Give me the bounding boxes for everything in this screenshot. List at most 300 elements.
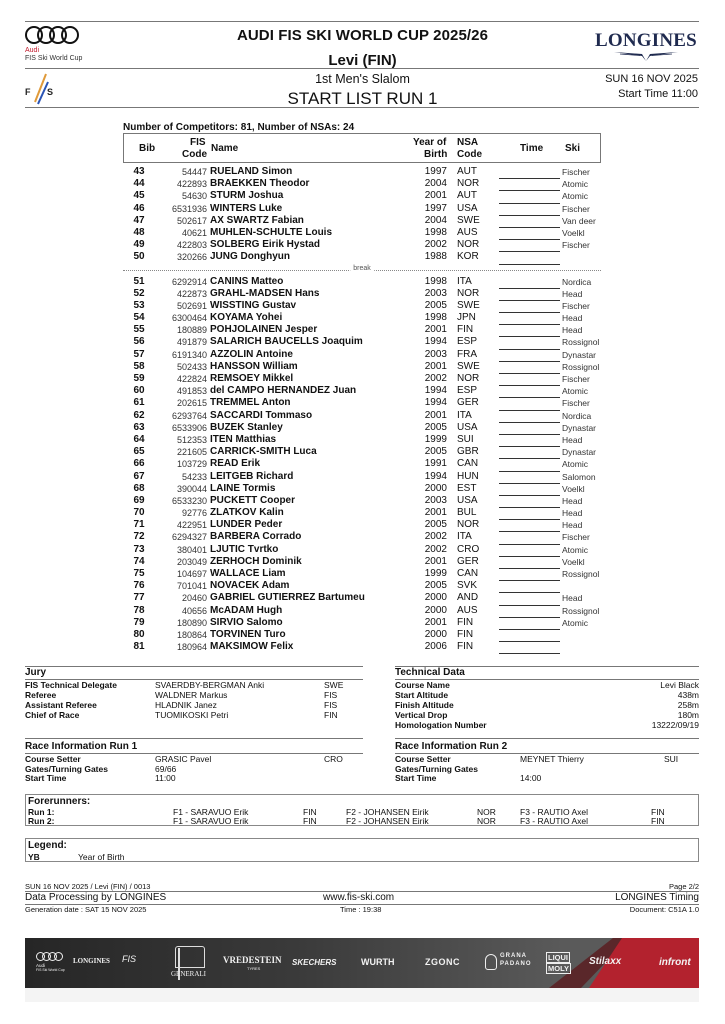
fis-code: 104697 <box>176 569 207 579</box>
technical-row <box>395 710 699 720</box>
year-of-birth: 2002 <box>424 373 447 384</box>
table-row <box>123 166 601 178</box>
nsa-code: NOR <box>457 239 480 251</box>
nsa-code: SWE <box>457 214 480 226</box>
table-row <box>123 605 601 617</box>
competitor-name: CANINS Matteo <box>210 275 284 287</box>
ski-brand: Fischer <box>562 203 590 214</box>
table-row <box>123 385 601 397</box>
competitor-name: TORVINEN Turo <box>210 628 286 640</box>
jury-bottom-rule <box>25 738 363 739</box>
footer-reference: SUN 16 NOV 2025 / Levi (FIN) / 0013 <box>25 882 151 891</box>
audi-subtitle: FIS Ski World Cup <box>25 55 83 62</box>
longines-logo: LONGINES <box>595 30 697 51</box>
table-row <box>123 373 601 385</box>
break-label: break <box>350 264 374 274</box>
table-row <box>123 190 601 202</box>
run2-course-setter: MEYNET Thierry <box>520 754 584 764</box>
nsa-code: SWE <box>457 299 480 311</box>
year-of-birth: 2004 <box>424 178 447 190</box>
table-row <box>123 471 601 483</box>
nsa-code: EST <box>457 482 477 494</box>
time-field <box>499 642 560 654</box>
bib: 71 <box>133 519 145 531</box>
nsa-code: GER <box>457 397 479 409</box>
nsa-code: FIN <box>457 324 474 336</box>
bib: 57 <box>133 348 145 360</box>
ski-brand: Rossignol <box>562 605 600 616</box>
competitor-name: STURM Joshua <box>210 190 284 202</box>
banner-infront: infront <box>659 957 691 968</box>
year-of-birth: 1998 <box>424 312 447 324</box>
fis-code: 6292914 <box>171 276 207 287</box>
year-of-birth: 2005 <box>424 421 447 433</box>
fis-code: 502617 <box>176 215 207 226</box>
forerunner-f1-nsa: FIN <box>303 807 317 817</box>
banner-longines-logo: LONGINES <box>73 957 110 965</box>
jury-row <box>25 710 363 720</box>
competitor-name: WALLACE Liam <box>210 568 286 579</box>
nsa-code: USA <box>457 494 478 506</box>
year-of-birth: 1999 <box>424 568 447 579</box>
competitor-name: ITEN Matthias <box>210 433 277 445</box>
ski-brand: Head <box>562 325 583 336</box>
banner-padano: PADANO <box>500 961 532 967</box>
jury-list <box>25 680 363 720</box>
competitor-name: POHJOLAINEN Jesper <box>210 324 318 336</box>
header-yob-1: Year of <box>413 137 447 148</box>
year-of-birth: 1994 <box>424 385 447 397</box>
bib: 68 <box>133 482 145 494</box>
table-row <box>123 531 601 543</box>
nsa-code: AUS <box>457 226 478 238</box>
banner-grana: GRANA <box>500 953 527 959</box>
run2-course-setter-nsa: SUI <box>664 754 679 764</box>
competitor-name: REMSOEY Mikkel <box>210 373 294 384</box>
ski-brand: Atomic <box>562 179 588 190</box>
fis-code: 502433 <box>176 361 207 372</box>
banner-liqui: LIQUI <box>548 953 568 962</box>
run2-gates-label: Gates/Turning Gates <box>395 764 478 774</box>
nsa-code: CRO <box>457 543 480 555</box>
ski-brand: Nordica <box>562 410 592 421</box>
fis-code: 491879 <box>176 337 207 348</box>
table-row <box>123 178 601 190</box>
table-row <box>123 519 601 531</box>
jury-nsa: SWE <box>324 680 344 690</box>
bib: 60 <box>133 385 145 397</box>
year-of-birth: 2000 <box>424 592 447 604</box>
ski-brand: Voelkl <box>562 483 585 494</box>
fis-code: 54447 <box>181 167 207 177</box>
nsa-code: AND <box>457 592 479 604</box>
nsa-code: AUS <box>457 604 478 616</box>
run2-start: 14:00 <box>520 773 542 783</box>
jury-row <box>25 700 363 710</box>
jury-role: Referee <box>25 690 57 700</box>
ski-brand: Head <box>562 434 583 445</box>
fis-code: 221605 <box>176 447 207 458</box>
year-of-birth: 2005 <box>424 519 447 531</box>
forerunners-box <box>25 794 699 826</box>
nsa-code: ITA <box>457 275 472 287</box>
break-divider <box>123 264 601 276</box>
jury-row <box>25 690 363 700</box>
fis-code: 203049 <box>176 556 207 567</box>
year-of-birth: 2001 <box>424 360 447 372</box>
year-of-birth: 2005 <box>424 580 447 592</box>
bib: 69 <box>133 494 145 506</box>
year-of-birth: 2001 <box>424 190 447 202</box>
nsa-code: SUI <box>457 433 474 445</box>
table-row <box>123 324 601 336</box>
technical-row <box>395 690 699 700</box>
ski-brand: Fischer <box>562 300 590 311</box>
bib: 66 <box>133 458 145 470</box>
header-fis-code-2: Code <box>182 149 207 160</box>
bib: 73 <box>133 543 145 555</box>
nsa-code: NOR <box>457 287 480 299</box>
bib: 81 <box>133 641 145 653</box>
footer-website[interactable]: www.fis-ski.com <box>323 892 395 903</box>
competitor-name: McADAM Hugh <box>210 604 283 616</box>
event-date: SUN 16 NOV 2025 <box>605 73 698 85</box>
bib: 64 <box>133 433 145 445</box>
nsa-code: KOR <box>457 251 479 263</box>
footer-time: Time : 19:38 <box>340 905 382 914</box>
forerunner-f3-nsa: FIN <box>651 816 665 826</box>
table-row <box>123 592 601 604</box>
forerunner-f3-nsa: FIN <box>651 807 665 817</box>
competitor-name: LUNDER Peder <box>210 519 283 531</box>
year-of-birth: 1994 <box>424 336 447 348</box>
banner-bottom-strip <box>25 988 699 1002</box>
year-of-birth: 2000 <box>424 482 447 494</box>
ski-brand: Fischer <box>562 240 590 251</box>
bib: 53 <box>133 299 145 311</box>
ski-brand: Atomic <box>562 191 588 202</box>
list-title: START LIST RUN 1 <box>287 89 438 108</box>
longines-wings-icon <box>612 50 680 62</box>
svg-text:S: S <box>47 87 54 97</box>
jury-row <box>25 680 363 690</box>
jury-name: TUOMIKOSKI Petri <box>155 710 229 720</box>
fis-code: 422873 <box>176 288 207 299</box>
header-nsa-1: NSA <box>457 137 479 148</box>
table-row <box>123 312 601 324</box>
banner-audi-text: Audi <box>36 963 46 968</box>
fis-code: 180889 <box>176 325 207 336</box>
fis-logo-icon <box>24 72 58 106</box>
competitor-name: HANSSON William <box>210 360 298 372</box>
year-of-birth: 1994 <box>424 397 447 409</box>
technical-label: Finish Altitude <box>395 700 454 710</box>
ski-brand: Voelkl <box>562 227 585 238</box>
forerunner-run-label: Run 1: <box>28 807 55 817</box>
banner-generali: GENERALI <box>171 970 206 978</box>
nsa-code: AUT <box>457 166 477 177</box>
competitor-name: NOVACEK Adam <box>210 580 290 592</box>
year-of-birth: 2001 <box>424 409 447 421</box>
jury-top-rule <box>25 666 363 667</box>
venue-title: Levi (FIN) <box>328 52 397 69</box>
banner-stilaxx: Stilaxx <box>589 956 622 967</box>
jury-nsa: FIS <box>324 690 338 700</box>
ski-brand: Rossignol <box>562 337 600 348</box>
year-of-birth: 2002 <box>424 239 447 251</box>
event-name: 1st Men's Slalom <box>315 72 410 86</box>
nsa-code: ESP <box>457 336 478 348</box>
nsa-code: BUL <box>457 507 477 519</box>
year-of-birth: 2003 <box>424 348 447 360</box>
svg-text:F: F <box>25 87 31 97</box>
forerunner-f1: F1 - SARAVUO Erik <box>173 816 249 826</box>
ski-brand: Fischer <box>562 532 590 543</box>
technical-row <box>395 680 699 690</box>
year-of-birth: 2001 <box>424 616 447 628</box>
table-row <box>123 251 601 263</box>
bib: 45 <box>133 190 145 202</box>
table-row <box>123 495 601 507</box>
forerunner-f1-nsa: FIN <box>303 816 317 826</box>
technical-label: Homologation Number <box>395 720 487 730</box>
ski-brand: Head <box>562 288 583 299</box>
bib: 55 <box>133 324 145 336</box>
fis-code: 54233 <box>181 471 207 482</box>
legend-key: YB <box>28 852 40 862</box>
nsa-code: GBR <box>457 446 479 458</box>
footer-page: Page 2/2 <box>668 882 699 891</box>
fis-code: 6191340 <box>171 349 207 360</box>
fis-code: 40621 <box>181 227 207 238</box>
header-time: Time <box>520 143 544 154</box>
footer-timing: LONGINES Timing <box>615 892 699 903</box>
table-row <box>123 203 601 215</box>
bib: 77 <box>133 592 145 604</box>
fis-code: 202615 <box>176 398 207 409</box>
competitor-name: ZLATKOV Kalin <box>210 507 284 519</box>
footer-document: Document: C51A 1.0 <box>629 905 699 914</box>
ski-brand: Rossignol <box>562 569 600 579</box>
banner-wurth: WURTH <box>361 957 395 967</box>
banner-moly: MOLY <box>548 964 569 973</box>
nsa-code: AUT <box>457 190 477 202</box>
table-header <box>123 133 601 163</box>
competitor-name: AZZOLIN Antoine <box>210 348 293 360</box>
fis-code: 701041 <box>176 581 207 592</box>
legend-box <box>25 838 699 862</box>
table-row <box>123 215 601 227</box>
competitor-name: RUELAND Simon <box>210 166 293 177</box>
fis-code: 6531936 <box>171 203 207 214</box>
banner-vredestein: VREDESTEIN <box>223 955 282 965</box>
jury-name: SVAERDBY-BERGMAN Anki <box>155 680 265 690</box>
ski-brand: Head <box>562 313 583 324</box>
competitor-name: AX SWARTZ Fabian <box>210 214 304 226</box>
forerunner-f2-nsa: NOR <box>477 807 496 817</box>
technical-row <box>395 720 699 730</box>
table-row <box>123 483 601 495</box>
ski-brand: Head <box>562 520 583 531</box>
year-of-birth: 2005 <box>424 299 447 311</box>
bib: 67 <box>133 470 145 482</box>
year-of-birth: 1997 <box>424 202 447 214</box>
technical-value: Levi Black <box>660 680 699 690</box>
fis-code: 491853 <box>176 386 207 397</box>
audi-rings-icon <box>25 26 81 46</box>
race-run2-title: Race Information Run 2 <box>395 741 508 752</box>
table-row <box>123 458 601 470</box>
header-fis-code-1: FIS <box>190 137 206 148</box>
table-row <box>123 641 601 653</box>
nsa-code: USA <box>457 421 478 433</box>
year-of-birth: 2005 <box>424 446 447 458</box>
bib: 43 <box>133 166 145 177</box>
year-of-birth: 1988 <box>424 251 447 263</box>
start-list-table <box>123 166 601 653</box>
header-mid-rule <box>25 68 699 69</box>
jury-role: Chief of Race <box>25 710 80 720</box>
competitor-name: WINTERS Luke <box>210 202 283 214</box>
nsa-code: CAN <box>457 458 479 470</box>
table-row <box>123 336 601 348</box>
technical-list <box>395 680 699 730</box>
table-row <box>123 556 601 568</box>
nsa-code: NOR <box>457 519 480 531</box>
competitor-name: ZERHOCH Dominik <box>210 555 302 567</box>
jury-role: Assistant Referee <box>25 700 97 710</box>
fis-code: 320266 <box>176 252 207 263</box>
technical-label: Start Altitude <box>395 690 449 700</box>
run2-start-label: Start Time <box>395 773 437 783</box>
jury-nsa: FIS <box>324 700 338 710</box>
header-yob-2: Birth <box>424 149 448 160</box>
competitor-name: SACCARDI Tommaso <box>210 409 313 421</box>
bib: 44 <box>133 178 145 190</box>
table-row <box>123 617 601 629</box>
competitor-name: GABRIEL GUTIERREZ Bartumeu <box>210 592 365 604</box>
race-run1-title: Race Information Run 1 <box>25 741 138 752</box>
fis-code: 6533906 <box>171 422 207 433</box>
competitor-name: READ Erik <box>210 458 261 470</box>
table-row <box>123 580 601 592</box>
technical-label: Vertical Drop <box>395 710 448 720</box>
forerunner-f3: F3 - RAUTIO Axel <box>520 816 589 826</box>
sponsor-banner <box>25 938 699 988</box>
table-row <box>123 288 601 300</box>
run1-course-setter-label: Course Setter <box>25 754 81 764</box>
run1-start-label: Start Time <box>25 773 67 783</box>
competitor-name: LEITGEB Richard <box>210 470 294 482</box>
ski-brand: Atomic <box>562 386 588 397</box>
ski-brand: Atomic <box>562 459 588 470</box>
jury-name: WALDNER Markus <box>155 690 228 700</box>
competitor-name: del CAMPO HERNANDEZ Juan <box>210 385 357 397</box>
run1-gates-label: Gates/Turning Gates <box>25 764 108 774</box>
bib: 54 <box>133 312 145 324</box>
nsa-code: ITA <box>457 531 472 543</box>
banner-audi-sub: FIS Ski World Cup <box>36 968 65 972</box>
banner-fis-logo: FIS <box>122 954 137 964</box>
year-of-birth: 2004 <box>424 214 447 226</box>
ski-brand: Salomon <box>562 471 596 482</box>
forerunner-row <box>28 816 698 826</box>
competitor-counts: Number of Competitors: 81, Number of NSAs: 24 <box>123 122 355 133</box>
technical-title: Technical Data <box>395 667 465 678</box>
table-row <box>123 349 601 361</box>
bib: 78 <box>133 604 145 616</box>
year-of-birth: 2003 <box>424 287 447 299</box>
table-row <box>123 507 601 519</box>
bib: 59 <box>133 373 145 384</box>
fis-code: 390044 <box>176 483 207 494</box>
forerunner-f3: F3 - RAUTIO Axel <box>520 807 589 817</box>
table-row <box>123 568 601 580</box>
bib: 46 <box>133 202 145 214</box>
header-ski: Ski <box>565 143 581 154</box>
footer-processing: Data Processing by LONGINES <box>25 892 167 903</box>
banner-audi-rings-icon <box>36 952 64 962</box>
jury-title: Jury <box>25 667 47 678</box>
ski-brand: Dynastar <box>562 349 597 360</box>
competitor-name: MAKSIMOW Felix <box>210 641 294 653</box>
fis-code: 422803 <box>176 240 207 251</box>
fis-code: 422824 <box>176 374 207 384</box>
technical-row <box>395 700 699 710</box>
year-of-birth: 2000 <box>424 628 447 640</box>
competitor-name: CARRICK-SMITH Luca <box>210 446 317 458</box>
jury-role: FIS Technical Delegate <box>25 680 117 690</box>
competitor-name: JUNG Donghyun <box>210 251 290 263</box>
header-name: Name <box>211 143 239 154</box>
fis-code: 502691 <box>176 300 207 311</box>
header-nsa-2: Code <box>457 149 482 160</box>
year-of-birth: 1998 <box>424 275 447 287</box>
bib: 50 <box>133 251 145 263</box>
table-row <box>123 446 601 458</box>
fis-code: 180890 <box>176 617 207 628</box>
bib: 49 <box>133 239 145 251</box>
header-top-rule <box>25 21 699 22</box>
year-of-birth: 1999 <box>424 433 447 445</box>
forerunner-f2: F2 - JOHANSEN Eirik <box>346 807 429 817</box>
competitor-name: BARBERA Corrado <box>210 531 302 543</box>
year-of-birth: 2001 <box>424 324 447 336</box>
competitor-name: TREMMEL Anton <box>210 397 291 409</box>
bib: 80 <box>133 628 145 640</box>
table-row <box>123 434 601 446</box>
bib: 48 <box>133 226 145 238</box>
fis-code: 422951 <box>176 520 207 531</box>
bib: 47 <box>133 214 145 226</box>
nsa-code: NOR <box>457 178 480 190</box>
bib: 56 <box>133 336 145 348</box>
jury-name: HLADNIK Janez <box>155 700 217 710</box>
table-row <box>123 227 601 239</box>
competitor-name: PUCKETT Cooper <box>210 494 295 506</box>
competitor-name: BUZEK Stanley <box>210 421 283 433</box>
fis-code: 6300464 <box>171 313 207 324</box>
footer-generation-date: Generation date : SAT 15 NOV 2025 <box>25 905 147 914</box>
table-row <box>123 300 601 312</box>
table-row <box>123 361 601 373</box>
bib: 58 <box>133 360 145 372</box>
fis-code: 6533230 <box>171 495 207 506</box>
ski-brand: Head <box>562 508 583 519</box>
bib: 52 <box>133 287 145 299</box>
competitor-name: GRAHL-MADSEN Hans <box>210 287 320 299</box>
competitor-name: LJUTIC Tvrtko <box>210 543 279 555</box>
